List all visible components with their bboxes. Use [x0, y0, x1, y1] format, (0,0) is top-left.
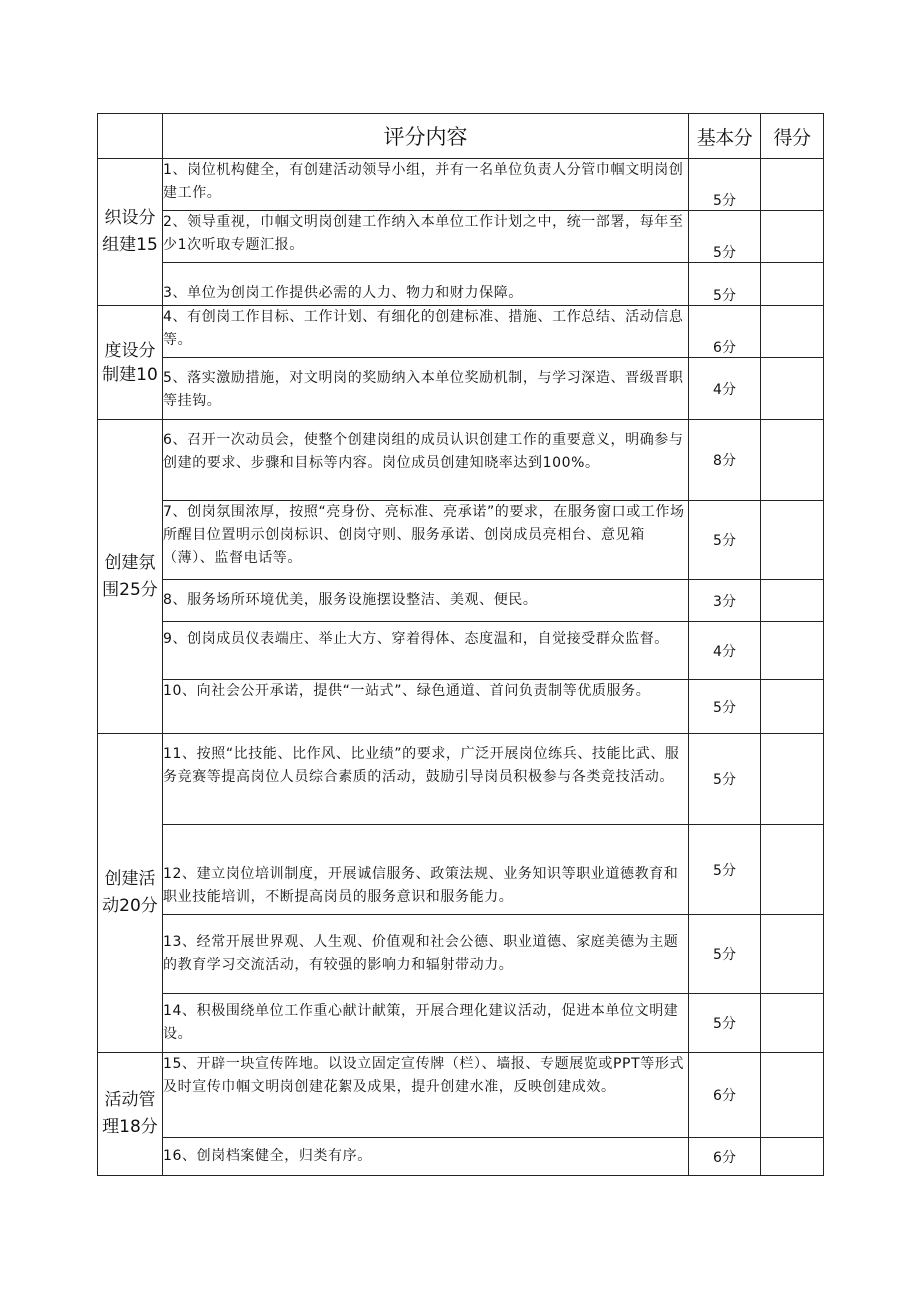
header-earned-score: 得分 [761, 114, 824, 159]
item-base-score: 5分 [689, 159, 761, 211]
table-row [98, 159, 824, 211]
item-earned-score [761, 1138, 824, 1176]
header-row [98, 114, 824, 159]
table-row [98, 915, 824, 994]
item-content: 6、召开一次动员会，使整个创建岗组的成员认识创建工作的重要意义，明确参与创建的要求、步骤和目标等内容。岗位成员创建知晓率达到100%。 [163, 420, 689, 501]
item-base-score: 5分 [689, 501, 761, 580]
item-earned-score [761, 501, 824, 580]
table-row [98, 1053, 824, 1138]
table-row [98, 358, 824, 420]
table-row [98, 501, 824, 580]
item-content: 16、创岗档案健全，归类有序。 [163, 1138, 689, 1176]
item-earned-score [761, 915, 824, 994]
table-row [98, 306, 824, 358]
item-base-score: 5分 [689, 734, 761, 825]
item-content: 7、创岗氛围浓厚，按照“亮身份、亮标准、亮承诺”的要求，在服务窗口或工作场所醒目位置明示创岗标识、创岗守则、服务承诺、创岗成员亮相台、意见箱（薄）、监督电话等。 [163, 501, 689, 580]
header-category [98, 114, 163, 159]
item-earned-score [761, 159, 824, 211]
item-earned-score [761, 1053, 824, 1138]
category-cell-activities: 创建活动20分 [98, 734, 163, 1053]
item-earned-score [761, 358, 824, 420]
header-base-score: 基本分 [689, 114, 761, 159]
item-earned-score [761, 680, 824, 734]
category-cell-atmosphere: 创建氛围25分 [98, 420, 163, 734]
header-content: 评分内容 [163, 114, 689, 159]
item-content: 3、单位为创岗工作提供必需的人力、物力和财力保障。 [163, 263, 689, 306]
table-row [98, 825, 824, 915]
item-earned-score [761, 420, 824, 501]
category-cell-system: 度设分制建10 [98, 306, 163, 420]
scoring-table [97, 113, 824, 1176]
item-base-score: 4分 [689, 622, 761, 680]
item-earned-score [761, 734, 824, 825]
item-content: 13、经常开展世界观、人生观、价值观和社会公德、职业道德、家庭美德为主题的教育学习交流活动，有较强的影响力和辐射带动力。 [163, 915, 689, 994]
item-base-score: 5分 [689, 915, 761, 994]
item-earned-score [761, 825, 824, 915]
item-content: 1、岗位机构健全，有创建活动领导小组，并有一名单位负责人分管巾帼文明岗创建工作。 [163, 159, 689, 211]
item-earned-score [761, 306, 824, 358]
item-earned-score [761, 622, 824, 680]
item-base-score: 5分 [689, 263, 761, 306]
category-cell-organization: 织设分组建15 [98, 159, 163, 306]
item-earned-score [761, 211, 824, 263]
item-content: 2、领导重视，巾帼文明岗创建工作纳入本单位工作计划之中，统一部署，每年至少1次听取专题汇报。 [163, 211, 689, 263]
table-row [98, 263, 824, 306]
item-base-score: 4分 [689, 358, 761, 420]
item-content: 11、按照“比技能、比作风、比业绩”的要求，广泛开展岗位练兵、技能比武、服务竞赛等提高岗位人员综合素质的活动，鼓励引导岗员积极参与各类竞技活动。 [163, 734, 689, 825]
item-content: 4、有创岗工作目标、工作计划、有细化的创建标准、措施、工作总结、活动信息等。 [163, 306, 689, 358]
item-content: 8、服务场所环境优美，服务设施摆设整洁、美观、便民。 [163, 580, 689, 622]
item-base-score: 8分 [689, 420, 761, 501]
table-row [98, 994, 824, 1053]
table-row [98, 211, 824, 263]
item-base-score: 6分 [689, 306, 761, 358]
table-row [98, 420, 824, 501]
item-base-score: 6分 [689, 1138, 761, 1176]
item-base-score: 5分 [689, 825, 761, 915]
item-content: 12、建立岗位培训制度，开展诚信服务、政策法规、业务知识等职业道德教育和职业技能培训，不断提高岗员的服务意识和服务能力。 [163, 825, 689, 915]
item-content: 14、积极围绕单位工作重心献计献策，开展合理化建议活动，促进本单位文明建设。 [163, 994, 689, 1053]
item-base-score: 3分 [689, 580, 761, 622]
item-content: 5、落实激励措施，对文明岗的奖励纳入本单位奖励机制，与学习深造、晋级晋职等挂钩。 [163, 358, 689, 420]
table-row [98, 622, 824, 680]
table-row [98, 580, 824, 622]
item-content: 15、开辟一块宣传阵地。以设立固定宣传牌（栏）、墙报、专题展览或PPT等形式及时宣传巾帼文明岗创建花絮及成果，提升创建水准，反映创建成效。 [163, 1053, 689, 1138]
item-base-score: 5分 [689, 994, 761, 1053]
item-earned-score [761, 263, 824, 306]
item-earned-score [761, 994, 824, 1053]
item-base-score: 6分 [689, 1053, 761, 1138]
item-content: 10、向社会公开承诺，提供“一站式”、绿色通道、首问负责制等优质服务。 [163, 680, 689, 734]
category-cell-management: 活动管理18分 [98, 1053, 163, 1176]
item-earned-score [761, 580, 824, 622]
table-row [98, 680, 824, 734]
item-base-score: 5分 [689, 211, 761, 263]
table-row [98, 734, 824, 825]
item-base-score: 5分 [689, 680, 761, 734]
table-row [98, 1138, 824, 1176]
item-content: 9、创岗成员仪表端庄、举止大方、穿着得体、态度温和，自觉接受群众监督。 [163, 622, 689, 680]
